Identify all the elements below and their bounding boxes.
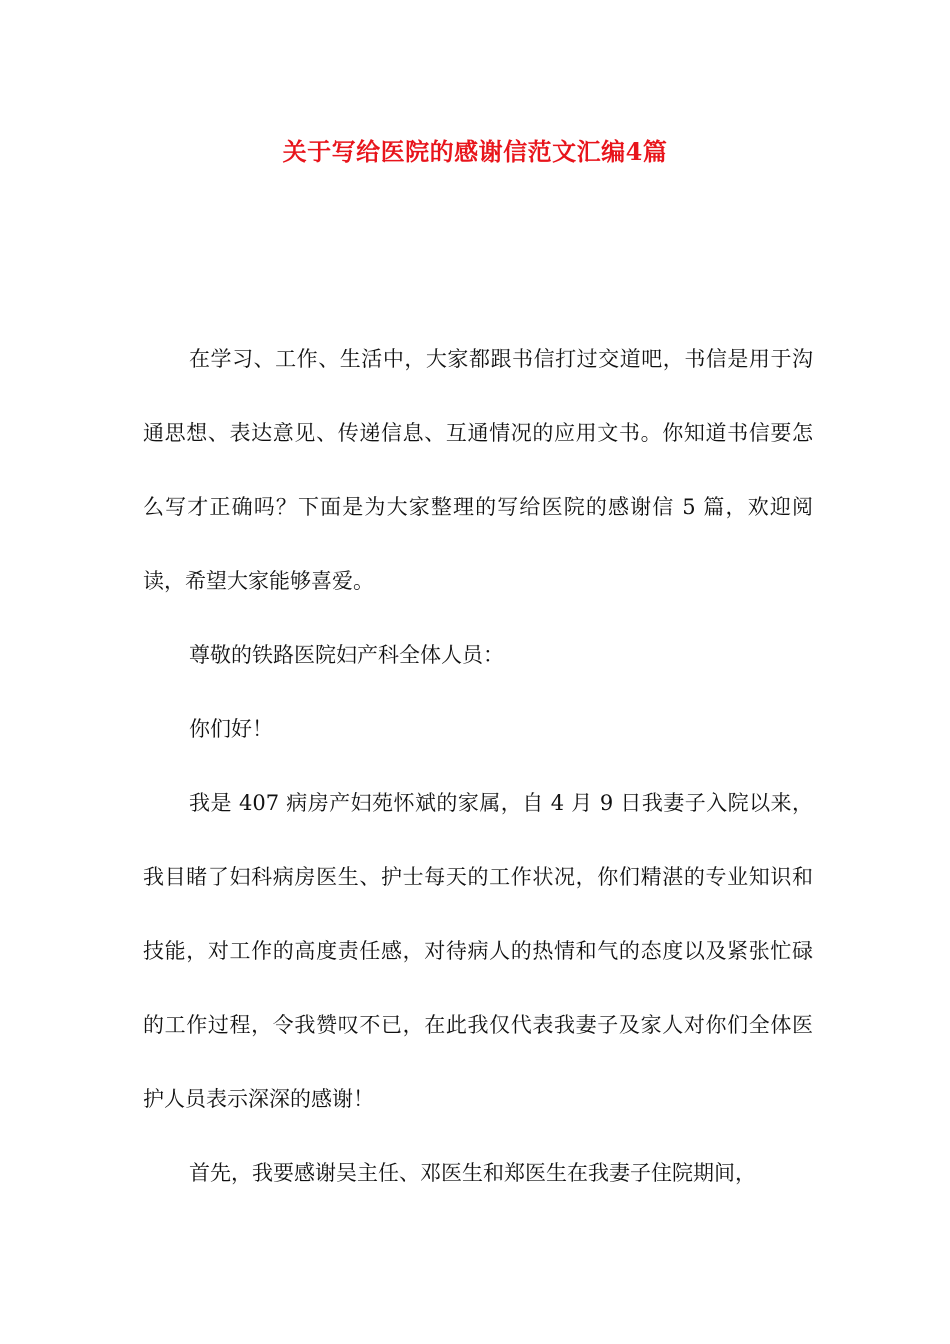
greeting-paragraph: 你们好！ xyxy=(189,717,273,741)
salutation-paragraph: 尊敬的铁路医院妇产科全体人员： xyxy=(189,643,504,667)
letter-paragraph-continued: 首先，我要感谢吴主任、邓医生和郑医生在我妻子住院期间， xyxy=(189,1161,756,1185)
intro-paragraph: 在学习、工作、生活中，大家都跟书信打过交道吧，书信是用于沟通思想、表达意见、传递信息、互通情况的应用文书。你知道书信要怎么写才正确吗？下面是为大家整理的写给医院的感谢信 5 篇，欢迎阅读，希望大家能够喜爱。 xyxy=(143,347,813,593)
letter-paragraph: 我是 407 病房产妇苑怀斌的家属，自 4 月 9 日我妻子入院以来，我目睹了妇科病房医生、护士每天的工作状况，你们精湛的专业知识和技能，对工作的高度责任感，对待病人的热情和气的态度以及紧张忙碌的工作过程，令我赞叹不已，在此我仅代表我妻子及家人对你们全体医护人员表示深深的感谢！ xyxy=(143,791,813,1111)
document-body xyxy=(143,322,813,1210)
document-title: 关于写给医院的感谢信范文汇编4篇 xyxy=(282,137,668,166)
